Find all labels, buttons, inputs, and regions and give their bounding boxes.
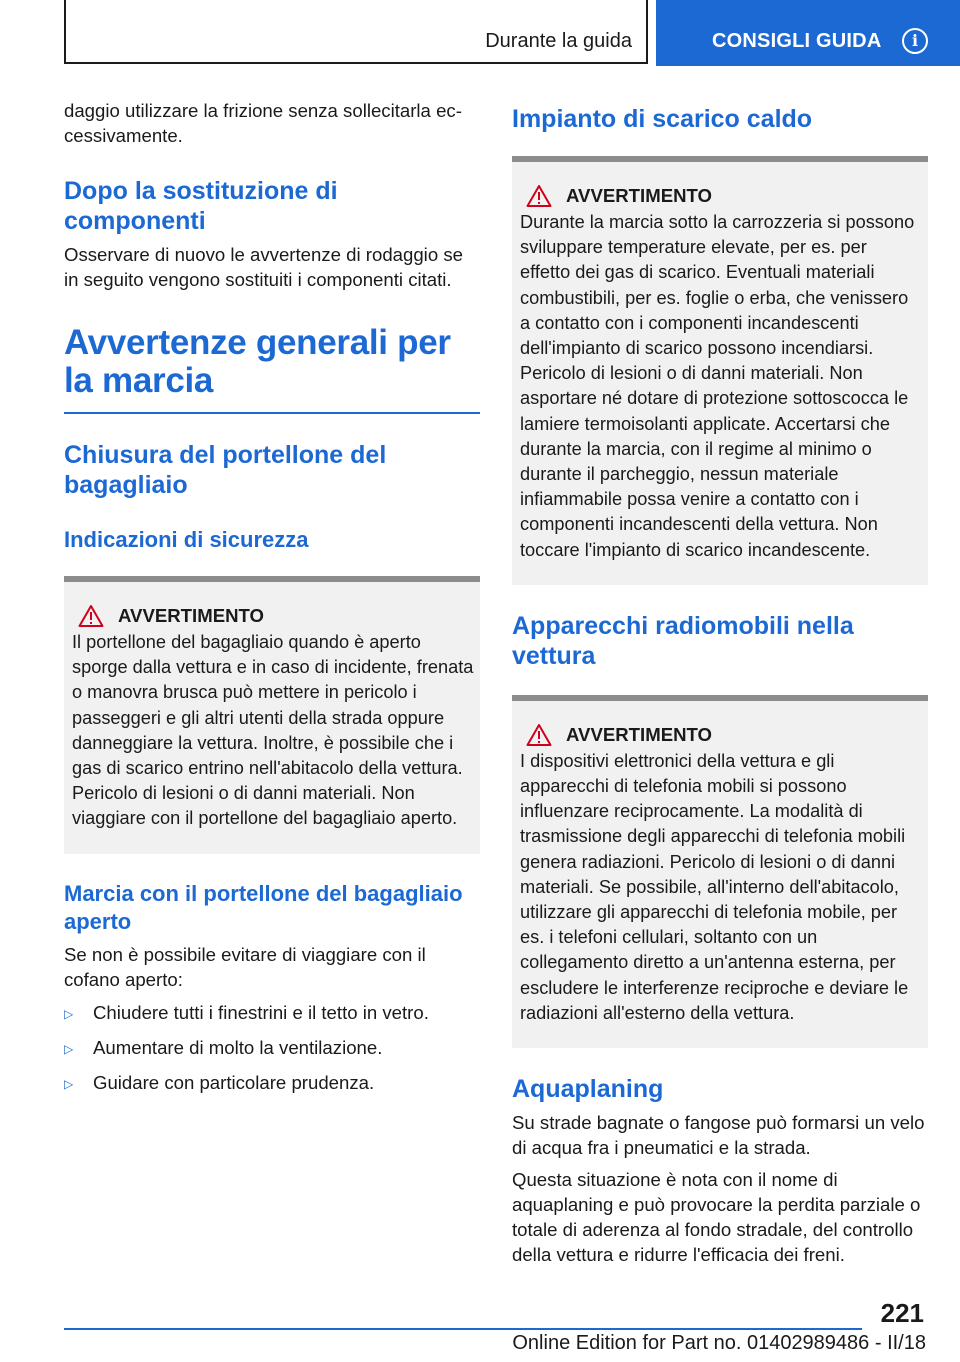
list-item-text: Guidare con particolare prudenza. [93, 1071, 375, 1093]
instruction-list [64, 1000, 480, 1097]
page-number: 221 [880, 1298, 924, 1328]
heading-components: Dopo la sostituzione di componenti [64, 177, 338, 235]
header-tab-consigli-guida[interactable] [656, 0, 960, 66]
right-column [512, 98, 928, 1267]
header-tab-label: CONSIGLI GUIDA [712, 30, 882, 52]
warning-label: AVVERTIMENTO [566, 185, 713, 206]
warning-box-radio [512, 695, 928, 1048]
footer-rule [64, 1328, 862, 1330]
info-circle-icon[interactable]: i [902, 28, 928, 54]
warning-label: AVVERTIMENTO [118, 605, 265, 626]
list-item [64, 1070, 480, 1097]
list-item [64, 1035, 480, 1062]
open-tailgate-paragraph: Se non è possibile evitare di viaggiare con il cofano aperto: [64, 943, 426, 990]
warning-text: Durante la marcia sotto la carrozzeria si possono sviluppare temperature elevate, per es. per effetto dei gas di scarico. Eventuali materiali combustibili, per es. foglie o erba, che venissero a contatto con i componenti incandescenti dell'impianto di scarico possono incendiarsi. Pericolo di lesioni o di danni materiali. Non asportare né dotare di protezione sottoscocca le lamiere termoisolanti applicate. Accertarsi che durante la marcia, con il regime al minimo o durante il parcheggio, nessun materiale infiammabile possa venire a contatto con i componenti incandescenti della vettura. Non toccare l'impianto di scarico incandescente. [520, 212, 915, 560]
components-paragraph: Osservare di nuovo le avvertenze di rodaggio se in seguito vengono sostituiti i componenti citati. [64, 244, 463, 290]
header-section-box [64, 0, 648, 64]
warning-header [520, 723, 922, 747]
warning-header [72, 604, 474, 628]
warning-triangle-icon [526, 723, 552, 747]
heading-exhaust: Impianto di scarico caldo [512, 105, 813, 133]
warning-triangle-icon [78, 604, 104, 628]
left-column [64, 98, 480, 1097]
heading-tailgate: Chiusura del portellone del bagagliaio [64, 441, 387, 499]
heading-general-warnings: Avvertenze generali per la marcia [64, 323, 451, 400]
heading-open-tailgate: Marcia con il portellone del bagagliaio aperto [64, 880, 463, 934]
warning-triangle-icon [526, 184, 552, 208]
triangle-bullet-icon: ▷ [64, 1076, 74, 1091]
aquaplaning-paragraph-2: Questa situazione è nota con il nome di aquaplaning e può provocare la perdita parziale o totale di aderenza al fondo stradale, del controllo della vettura e ridurre l'efficacia dei freni. [512, 1169, 921, 1266]
warning-text: I dispositivi elettronici della vettura e gli apparecchi di telefonia mobili si possono influenzare reciprocamente. La modalità di trasmissione degli apparecchi di telefonia mobili genera radiazioni. Pericolo di lesioni o di danni materiali. Se possibile, all'interno dell'abitacolo, utilizzare gli apparecchi di telefonia mobile, per es. i telefoni cellulari, soltanto con un collegamento diretto a un'antenna esterna, per escludere le interferenze reciproche e deviare le radiazioni all'esterno della vettura. [520, 750, 909, 1023]
list-item [64, 1000, 480, 1027]
list-item-text: Chiudere tutti i finestrini e il tetto in vetro. [93, 1001, 429, 1023]
triangle-bullet-icon: ▷ [64, 1041, 74, 1056]
footer-edition: Online Edition for Part no. 01402989486 - II/18 [512, 1332, 926, 1354]
triangle-bullet-icon: ▷ [64, 1006, 74, 1021]
warning-box-tailgate [64, 576, 480, 854]
aquaplaning-paragraph-1: Su strade bagnate o fangose può formarsi un velo di acqua fra i pneumatici e la strada. [512, 1112, 925, 1159]
heading-radio: Apparecchi radiomobili nella vettura [512, 611, 854, 670]
warning-box-exhaust [512, 156, 928, 585]
header-section-title: Durante la guida [485, 30, 632, 52]
heading-aquaplaning: Aquaplaning [512, 1075, 664, 1104]
warning-text: Il portellone del bagagliaio quando è aperto sporge dalla vettura e in caso di incidente, frenata o manovra brusca può mettere in pericolo i passeggeri e gli altri utenti della strada oppure danneggiare la vettura. Inoltre, è possibile che i gas di scarico entrino nell'abitacolo della vettura. Pericolo di lesioni o di danni materiali. Non viaggiare con il portellone del bagagliaio aperto. [72, 632, 474, 829]
heading-safety: Indicazioni di sicurezza [64, 527, 309, 552]
warning-label: AVVERTIMENTO [566, 723, 713, 745]
warning-header [520, 184, 922, 208]
list-item-text: Aumentare di molto la ventilazione. [93, 1036, 383, 1058]
heading-rule [64, 412, 480, 414]
intro-paragraph: daggio utilizzare la frizione senza sollecitarla ec- cessivamente. [64, 100, 462, 146]
